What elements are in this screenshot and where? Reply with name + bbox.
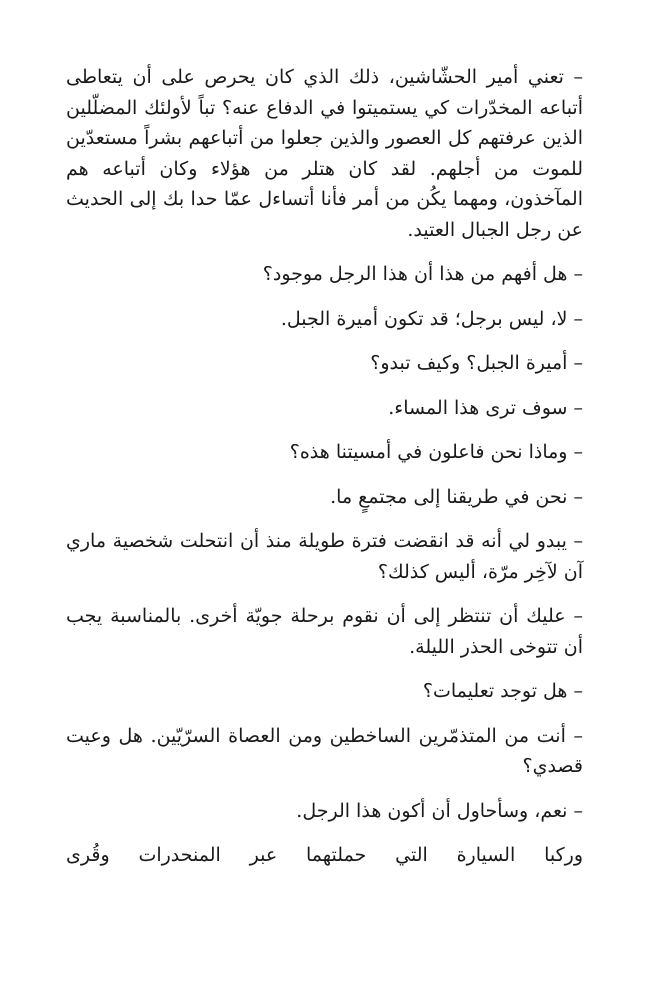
book-page: [66, 62, 583, 871]
dialogue-line-9: – عليك أن تنتظر إلى أن نقوم برحلة جويّة أخرى. بالمناسبة يجب أن تتوخى الحذر الليلة.: [66, 605, 583, 658]
dialogue-line-6: – وماذا نحن فاعلون في أمسيتنا هذه؟: [289, 441, 583, 463]
dialogue-line-8: – يبدو لي أنه قد انقضت فترة طويلة منذ أن انتحلت شخصية ماري آن لآخِر مرّة، أليس كذلك؟: [66, 530, 583, 583]
dialogue-line-10: – هل توجد تعليمات؟: [422, 680, 583, 702]
dialogue-line-5: – سوف ترى هذا المساء.: [388, 396, 583, 419]
dialogue-line-12: – نعم، وسأحاول أن أكون هذا الرجل.: [296, 799, 583, 822]
paragraph-1: – تعني أمير الحشّاشين، ذلك الذي كان يحرص على أن يتعاطى أتباعه المخدّرات كي يستميتوا في الدفاع عنه؟ تباً لأولئك المضلّلين الذين عرفتهم كل العصور والذين جعلوا من أتباعهم بشراً مستعدّين للموت من أجلهم. لقد كان هتلر من هؤلاء وكان أتباعه هم المآخذون، ومهما يكُن من أمر فأنا أتساءل عمّا حدا بك إلى الحديث عن رجل الجبال العتيد.: [66, 66, 583, 241]
dialogue-line-2: – هل أفهم من هذا أن هذا الرجل موجود؟: [262, 263, 583, 285]
dialogue-line-11: – أنت من المتذمّرين الساخطين ومن العصاة السرّيّين. هل وعيت قصدي؟: [66, 724, 583, 777]
dialogue-line-7: – نحن في طريقنا إلى مجتمعٍ ما.: [330, 485, 583, 508]
narrative-line-13: وركبا السيارة التي حملتهما عبر المنحدرات وقُرى: [66, 844, 583, 866]
dialogue-line-4: – أميرة الجبل؟ وكيف تبدو؟: [370, 352, 583, 374]
dialogue-line-3: – لا، ليس برجل؛ قد تكون أميرة الجبل.: [280, 307, 583, 330]
